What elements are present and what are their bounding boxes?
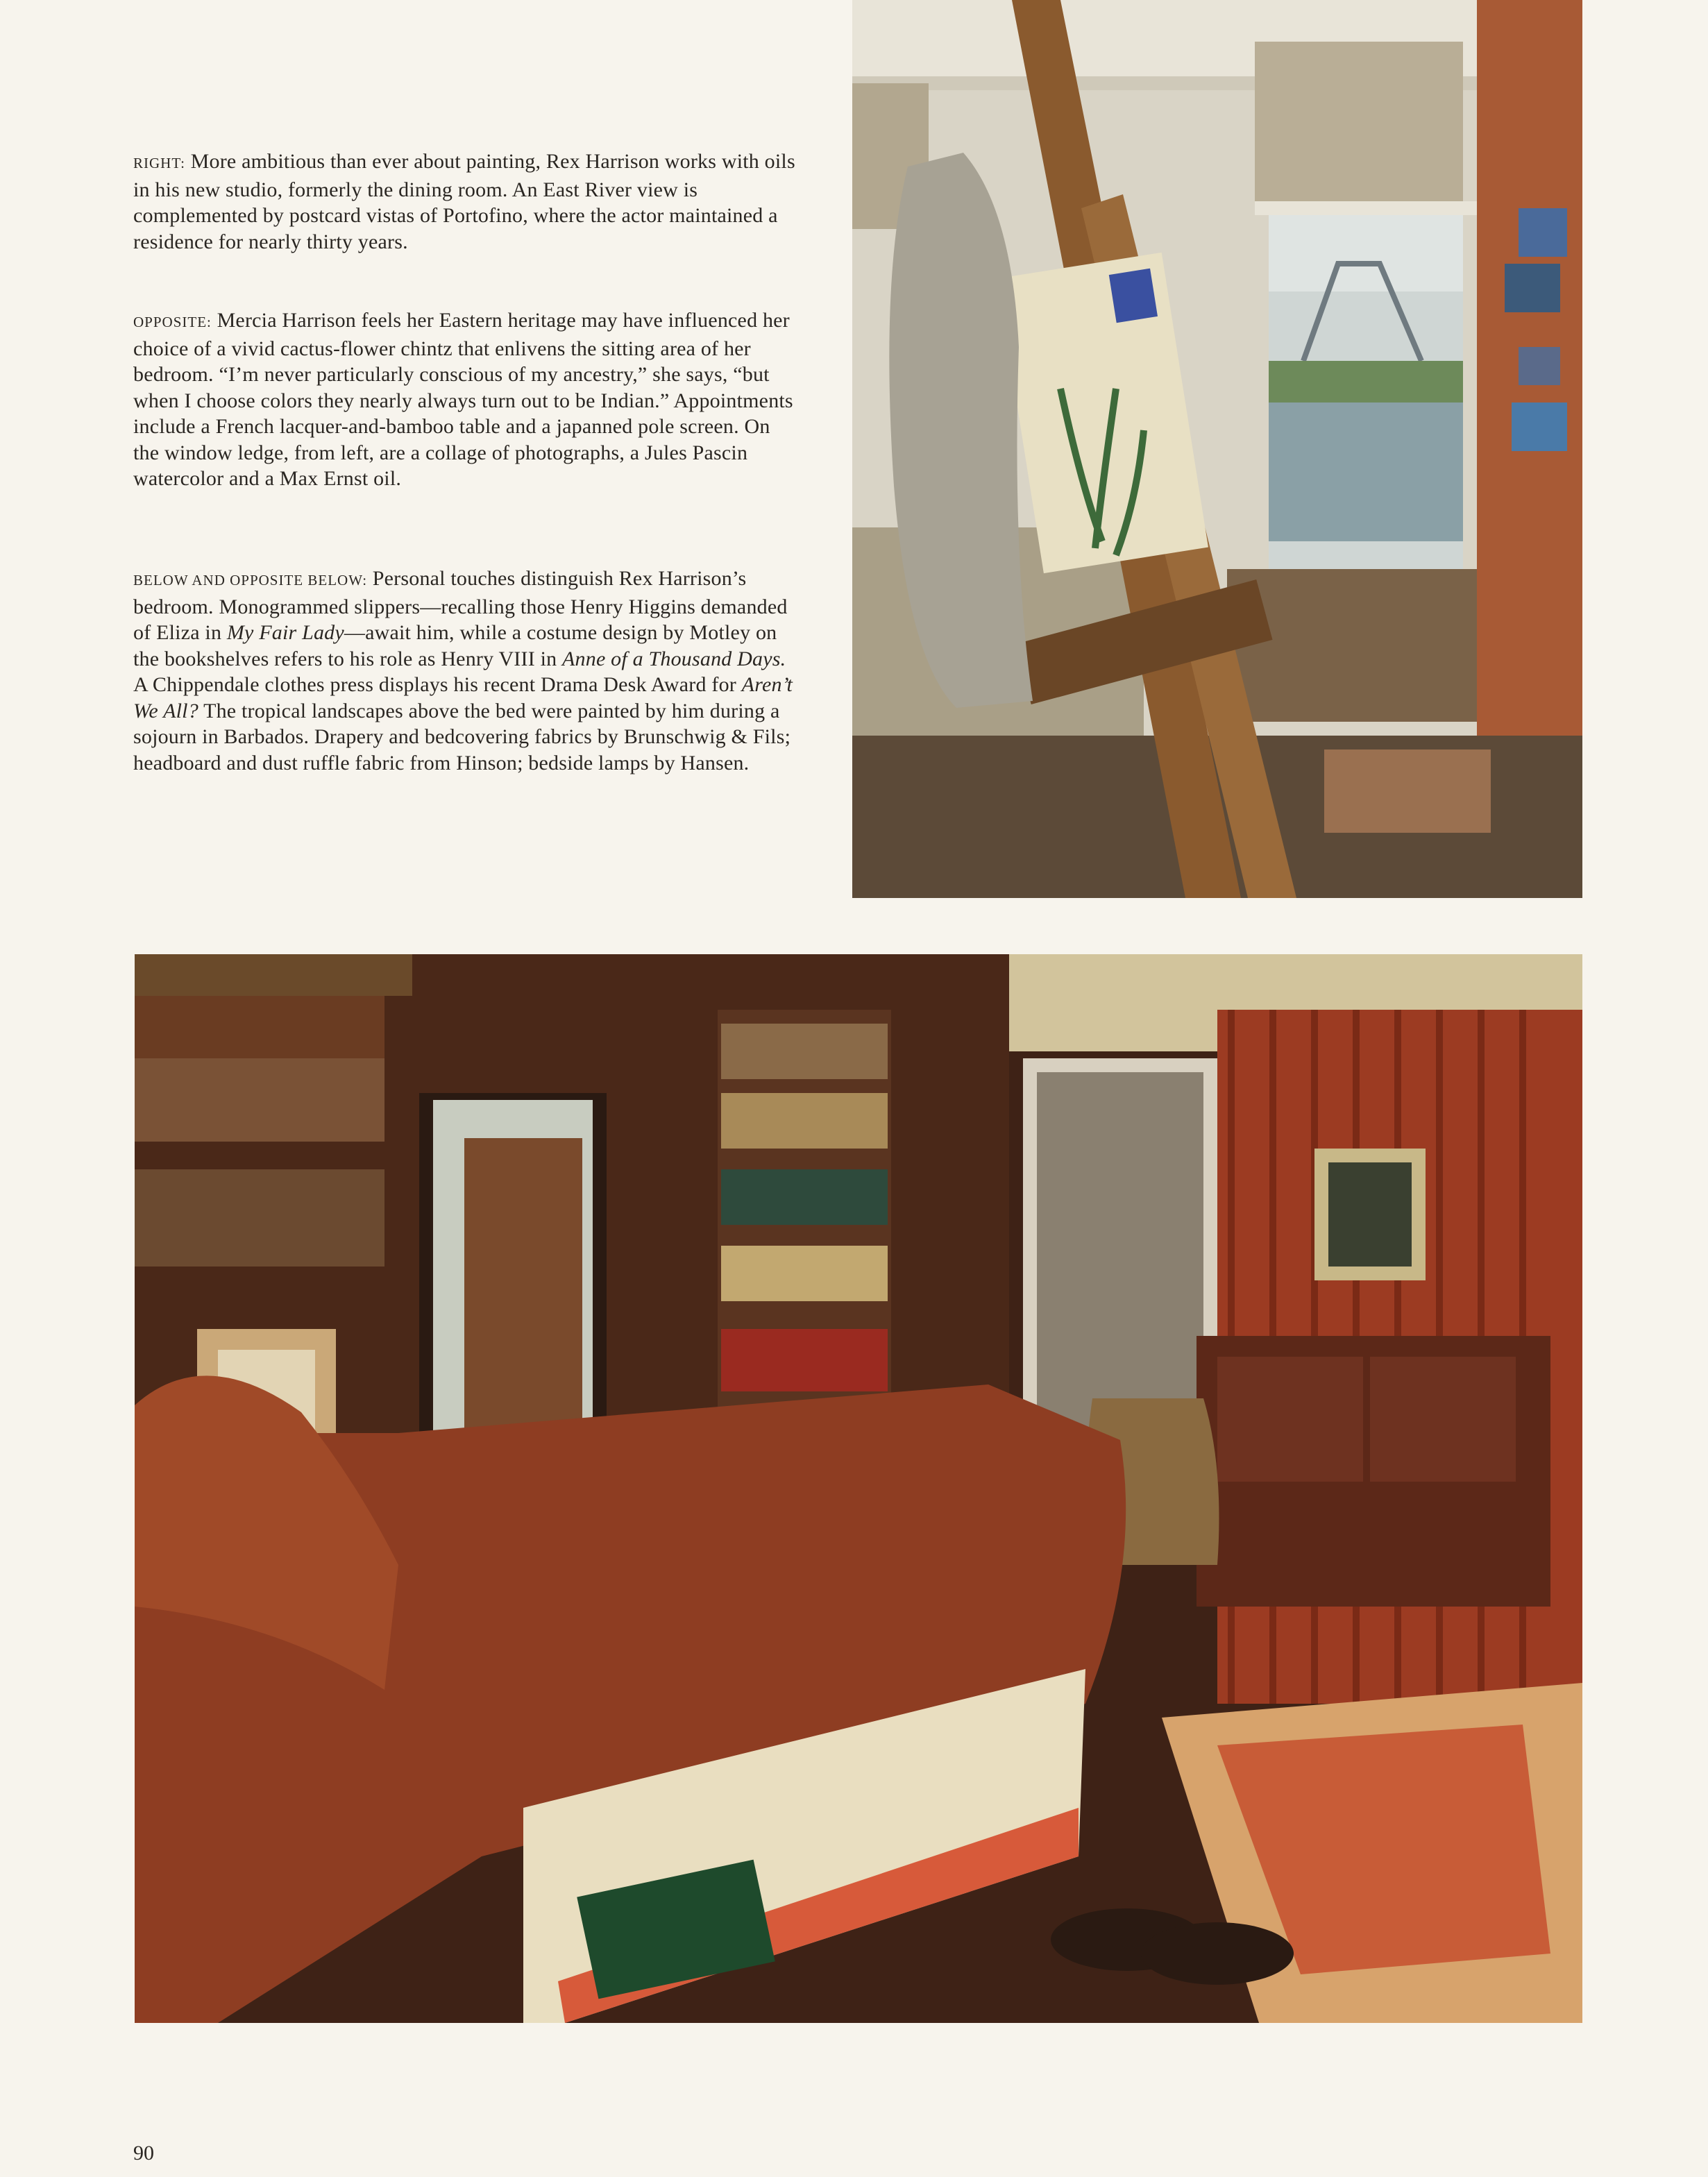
caption-title: Anne of a Thousand Days.	[562, 647, 786, 670]
page-number: 90	[133, 2142, 154, 2165]
caption-lead: OPPOSITE:	[133, 314, 212, 330]
caption-lead: BELOW AND OPPOSITE BELOW:	[133, 572, 368, 588]
caption-right	[133, 149, 800, 255]
caption-text: The tropical landscapes above the bed were painted by him during a sojourn in Barbados. Drapery and bedcovering fabrics by Brunschwig & Fils; headboard and dust ruffle fabric from Hinson; bedside lamps by Hansen.	[133, 699, 791, 774]
caption-text: More ambitious than ever about painting, Rex Harrison works with oils in his new studio, formerly the dining room. An East River view is complemented by postcard vistas of Portofino, where the actor maintained a residence for nearly thirty years.	[133, 150, 795, 253]
caption-title: Aren’t We All?	[133, 673, 793, 722]
caption-opposite	[133, 307, 800, 492]
caption-text: —await him, while a costume design by Motley on the bookshelves refers to his role as Henry VIII in	[133, 621, 777, 670]
caption-text: Personal touches distinguish Rex Harrison’s bedroom. Monogrammed slippers—recalling those Henry Higgins demanded of Eliza in	[133, 567, 788, 644]
bedroom-with-bookshelves-photo	[135, 954, 1582, 2023]
easel-by-window-photo	[852, 0, 1582, 898]
caption-lead: RIGHT:	[133, 155, 185, 171]
caption-text: Mercia Harrison feels her Eastern heritage may have influenced her choice of a vivid cactus-flower chintz that enlivens the sitting area of her bedroom. “I’m never particularly conscious of my ancestry,” she says, “but when I choose colors they nearly always turn out to be Indian.” Appointments include a French lacquer-and-bamboo table and a japanned pole screen. On the window ledge, from left, are a collage of photographs, a Jules Pascin watercolor and a Max Ernst oil.	[133, 309, 793, 490]
easel-illustration	[852, 0, 1582, 898]
caption-below	[133, 566, 800, 776]
caption-text: A Chippendale clothes press displays his recent Drama Desk Award for	[133, 673, 736, 696]
bedroom-illustration	[135, 954, 1582, 2023]
caption-title: My Fair Lady	[226, 621, 344, 644]
